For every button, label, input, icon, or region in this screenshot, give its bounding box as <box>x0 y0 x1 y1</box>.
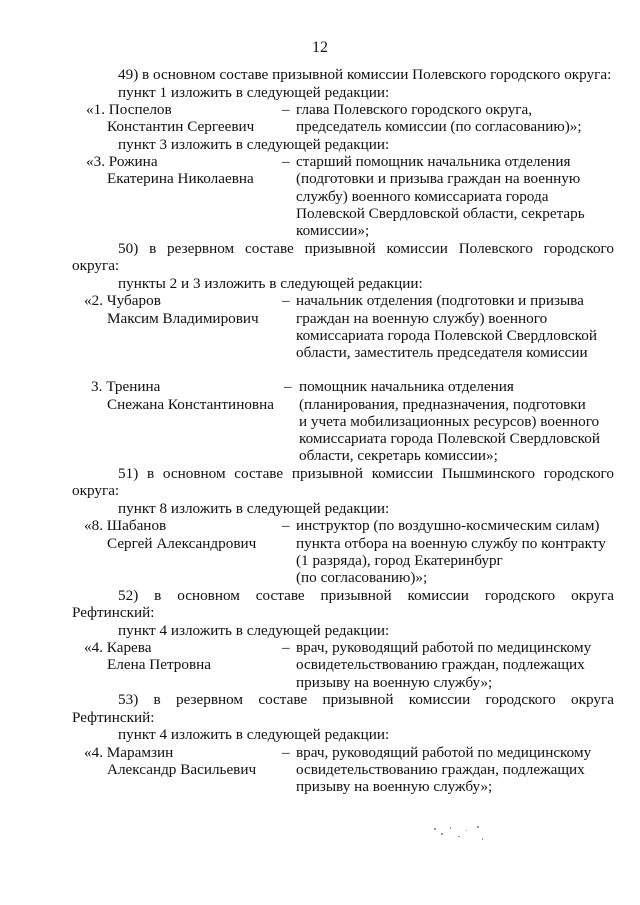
item-52-instruction: пункт 4 изложить в следующей редакции: <box>118 622 390 639</box>
item-49-p1-name2: Константин Сергеевич <box>107 118 255 135</box>
item-53-p4-name: «4. Марамзин <box>84 744 174 761</box>
item-49-p3-desc-4: Полевской Свердловской области, секретарь <box>296 205 585 222</box>
dash: – <box>282 517 290 534</box>
item-49-p1-desc-1: глава Полевского городского округа, <box>296 101 533 118</box>
dash: – <box>282 639 290 656</box>
dash: – <box>282 153 290 170</box>
item-52-intro-2: Рефтинский: <box>72 604 155 621</box>
dash: – <box>282 101 290 118</box>
item-51-intro-1: 51) в основном составе призывной комиссии Пышминского городского <box>118 465 614 482</box>
item-52-p4-desc-1: врач, руководящий работой по медицинскому <box>296 639 592 656</box>
item-53-intro-1: 53) в резервном составе призывной комиссии городского округа <box>118 691 614 708</box>
item-50-p3-desc-1: помощник начальника отделения <box>299 378 514 395</box>
item-50-p2-desc-4: области, заместитель председателя комиссии <box>296 344 588 361</box>
item-50-p3-name2: Снежана Константиновна <box>107 396 274 413</box>
item-51-instruction: пункт 8 изложить в следующей редакции: <box>118 500 390 517</box>
item-51-p8-desc-1: инструктор (по воздушно-космическим силам) <box>296 517 600 534</box>
item-52-p4-name: «4. Карева <box>84 639 152 656</box>
item-49-instruction-3: пункт 3 изложить в следующей редакции: <box>118 136 390 153</box>
item-49-instruction-1: пункт 1 изложить в следующей редакции: <box>118 84 390 101</box>
item-53-intro-2: Рефтинский: <box>72 709 155 726</box>
item-51-p8-desc-2: пункта отбора на военную службу по контракту <box>296 535 606 552</box>
item-50-p3-desc-4: комиссариата города Полевской Свердловской <box>299 430 600 447</box>
item-49-p1-name: «1. Поспелов <box>86 101 172 118</box>
page-number: 12 <box>312 39 328 56</box>
item-49-intro: 49) в основном составе призывной комиссии Полевского городского округа: <box>118 66 612 83</box>
scan-specks <box>432 824 492 844</box>
item-50-p3-desc-5: области, секретарь комиссии»; <box>299 447 498 464</box>
dash: – <box>284 378 292 395</box>
item-50-p3-name: 3. Тренина <box>91 378 161 395</box>
item-50-p2-name2: Максим Владимирович <box>107 310 259 327</box>
item-53-instruction: пункт 4 изложить в следующей редакции: <box>118 726 390 743</box>
item-53-p4-desc-3: призыву на военную службу»; <box>296 778 493 795</box>
item-52-intro-1: 52) в основном составе призывной комиссии городского округа <box>118 587 614 604</box>
item-52-p4-desc-3: призыву на военную службу»; <box>296 674 493 691</box>
item-50-intro-1: 50) в резервном составе призывной комиссии Полевского городского <box>118 240 614 257</box>
item-50-p3-desc-3: и учета мобилизационных ресурсов) военного <box>299 413 600 430</box>
item-50-p2-desc-3: комиссариата города Полевской Свердловской <box>296 327 597 344</box>
item-50-p3-desc-2: (планирования, предназначения, подготовки <box>299 396 586 413</box>
item-50-p2-name: «2. Чубаров <box>84 292 161 309</box>
item-50-instruction: пункты 2 и 3 изложить в следующей редакции: <box>118 275 423 292</box>
item-51-intro-2: округа: <box>72 482 120 499</box>
dash: – <box>282 292 290 309</box>
item-49-p3-desc-2: (подготовки и призыва граждан на военную <box>296 170 581 187</box>
item-52-p4-name2: Елена Петровна <box>107 656 212 673</box>
item-49-p3-name2: Екатерина Николаевна <box>107 170 254 187</box>
item-49-p3-desc-1: старший помощник начальника отделения <box>296 153 571 170</box>
item-49-p3-name: «3. Рожина <box>86 153 158 170</box>
item-51-p8-name2: Сергей Александрович <box>107 535 257 552</box>
item-49-p3-desc-5: комиссии»; <box>296 222 370 239</box>
item-51-p8-desc-4: (по согласованию)»; <box>296 569 428 586</box>
item-49-p3-desc-3: службу) военного комиссариата города <box>296 188 549 205</box>
item-51-p8-desc-3: (1 разряда), город Екатеринбург <box>296 552 503 569</box>
item-50-p2-desc-2: граждан на военную службу) военного <box>296 310 548 327</box>
dash: – <box>282 744 290 761</box>
item-50-intro-2: округа: <box>72 257 120 274</box>
item-50-p2-desc-1: начальник отделения (подготовки и призыва <box>296 292 584 309</box>
item-53-p4-desc-1: врач, руководящий работой по медицинскому <box>296 744 592 761</box>
item-53-p4-desc-2: освидетельствованию граждан, подлежащих <box>296 761 585 778</box>
item-51-p8-name: «8. Шабанов <box>84 517 167 534</box>
item-49-p1-desc-2: председатель комиссии (по согласованию)»; <box>296 118 582 135</box>
item-53-p4-name2: Александр Васильевич <box>107 761 257 778</box>
item-52-p4-desc-2: освидетельствованию граждан, подлежащих <box>296 656 585 673</box>
